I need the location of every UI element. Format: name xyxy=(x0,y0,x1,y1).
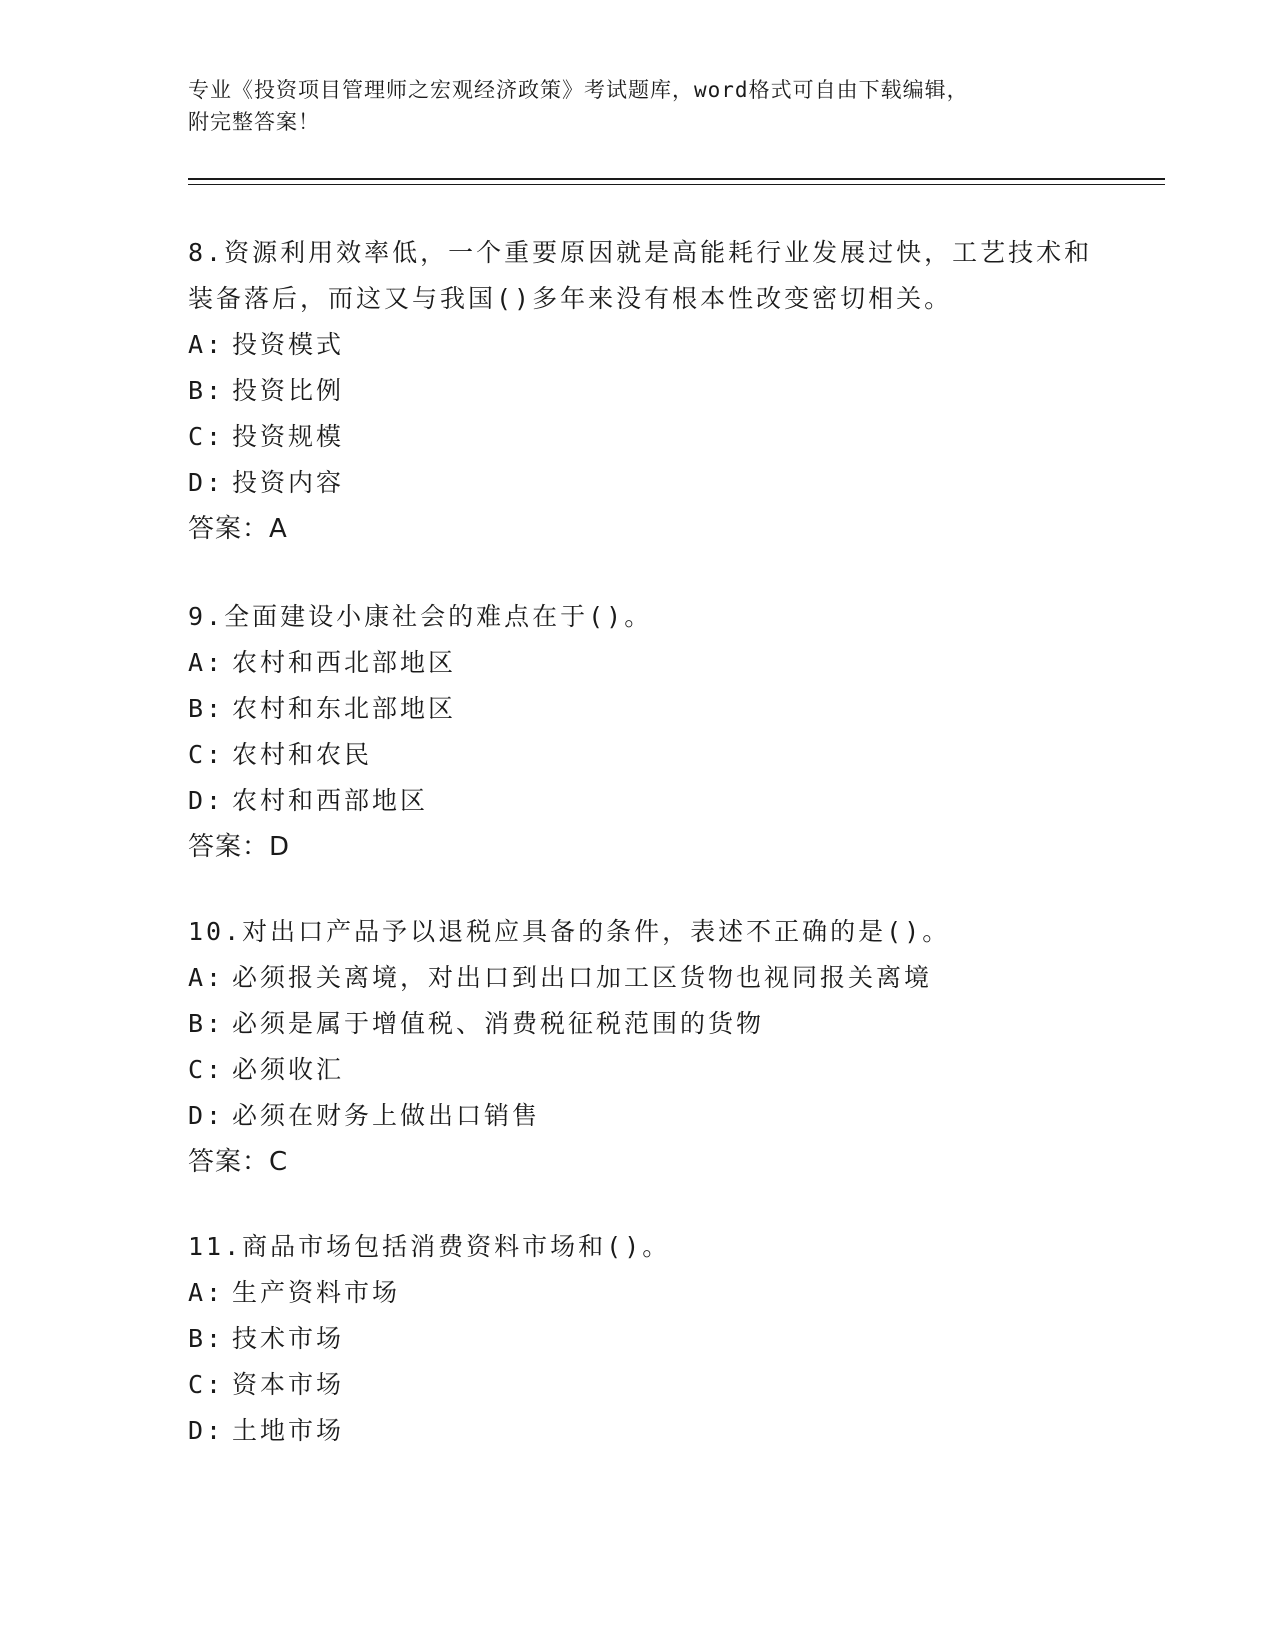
option-text: 必须是属于增值税、消费税征税范围的货物 xyxy=(232,1009,765,1038)
option-key: C: xyxy=(188,740,225,769)
option-text: 农村和东北部地区 xyxy=(232,694,457,723)
option-c xyxy=(188,732,1108,778)
option-a xyxy=(188,1270,1108,1316)
option-key: D: xyxy=(188,468,225,497)
option-d xyxy=(188,778,1108,824)
option-text: 资本市场 xyxy=(232,1370,345,1399)
option-text: 投资规模 xyxy=(232,422,345,451)
answer-label: 答案：D xyxy=(188,832,291,862)
option-key: A: xyxy=(188,963,225,992)
option-a xyxy=(188,955,1108,1001)
option-key: D: xyxy=(188,1101,225,1130)
option-key: C: xyxy=(188,1370,225,1399)
option-text: 技术市场 xyxy=(232,1324,345,1353)
option-a xyxy=(188,322,1108,368)
answer-label: 答案：A xyxy=(188,514,288,544)
option-c xyxy=(188,414,1108,460)
option-key: D: xyxy=(188,786,225,815)
header-line-1: 专业《投资项目管理师之宏观经济政策》考试题库，word格式可自由下载编辑， xyxy=(188,78,969,102)
option-b xyxy=(188,1001,1108,1047)
question-10 xyxy=(188,909,1108,1185)
option-key: A: xyxy=(188,330,225,359)
option-key: A: xyxy=(188,648,225,677)
option-text: 农村和农民 xyxy=(232,740,373,769)
option-c xyxy=(188,1362,1108,1408)
option-b xyxy=(188,368,1108,414)
option-key: B: xyxy=(188,376,225,405)
option-key: A: xyxy=(188,1278,225,1307)
header-divider-thin xyxy=(188,184,1165,185)
option-text: 农村和西部地区 xyxy=(232,786,429,815)
question-9 xyxy=(188,594,1108,870)
answer-label: 答案：C xyxy=(188,1147,289,1177)
question-stem: 8.资源利用效率低，一个重要原因就是高能耗行业发展过快，工艺技术和装备落后，而这又与我国()多年来没有根本性改变密切相关。 xyxy=(188,238,1093,313)
document-header xyxy=(188,74,1088,138)
question-stem: 11.商品市场包括消费资料市场和()。 xyxy=(188,1232,671,1261)
option-d xyxy=(188,1408,1108,1454)
option-key: B: xyxy=(188,1324,225,1353)
option-text: 必须在财务上做出口销售 xyxy=(232,1101,541,1130)
option-key: C: xyxy=(188,422,225,451)
option-text: 必须收汇 xyxy=(232,1055,345,1084)
option-d xyxy=(188,1093,1108,1139)
option-d xyxy=(188,460,1108,506)
option-text: 农村和西北部地区 xyxy=(232,648,457,677)
option-text: 投资模式 xyxy=(232,330,345,359)
option-text: 投资内容 xyxy=(232,468,345,497)
option-key: D: xyxy=(188,1416,225,1445)
option-key: C: xyxy=(188,1055,225,1084)
question-11 xyxy=(188,1224,1108,1454)
option-key: B: xyxy=(188,694,225,723)
question-8 xyxy=(188,230,1108,552)
option-key: B: xyxy=(188,1009,225,1038)
option-text: 土地市场 xyxy=(232,1416,345,1445)
header-divider-thick xyxy=(188,178,1165,180)
header-line-2: 附完整答案！ xyxy=(188,110,320,134)
option-a xyxy=(188,640,1108,686)
option-b xyxy=(188,1316,1108,1362)
question-stem: 9.全面建设小康社会的难点在于()。 xyxy=(188,602,653,631)
option-c xyxy=(188,1047,1108,1093)
option-text: 生产资料市场 xyxy=(232,1278,401,1307)
option-text: 投资比例 xyxy=(232,376,345,405)
option-b xyxy=(188,686,1108,732)
question-stem: 10.对出口产品予以退税应具备的条件，表述不正确的是()。 xyxy=(188,917,951,946)
option-text: 必须报关离境，对出口到出口加工区货物也视同报关离境 xyxy=(232,963,933,992)
